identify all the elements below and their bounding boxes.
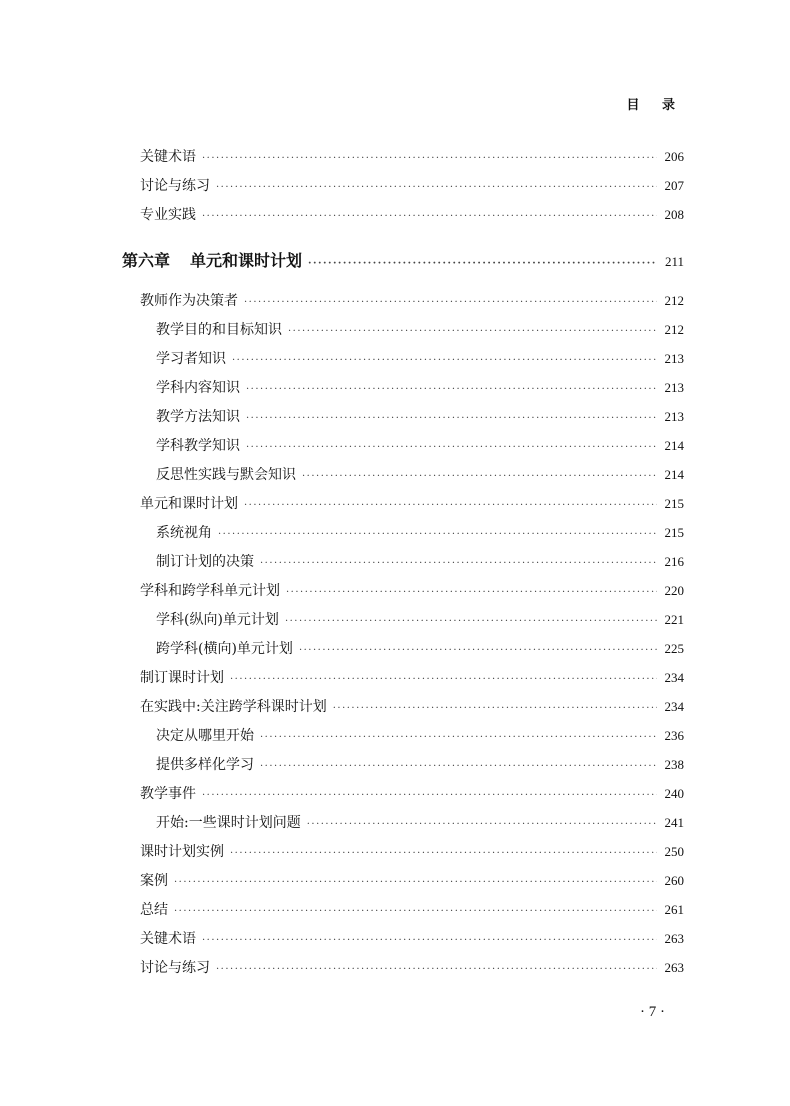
toc-entry[interactable]	[140, 696, 684, 718]
dot-leader	[333, 703, 657, 714]
dot-leader	[218, 529, 657, 540]
toc-entry-page: 213	[664, 351, 684, 366]
toc-entry-page: 215	[664, 496, 684, 511]
dot-leader	[260, 761, 657, 772]
dot-leader	[244, 500, 657, 511]
toc-entry-page: 263	[664, 931, 684, 946]
toc-entry-title: 教师作为决策者	[140, 293, 238, 309]
dot-leader	[202, 790, 657, 801]
toc-subentry[interactable]	[156, 319, 684, 341]
toc-entry-title: 讨论与练习	[140, 178, 210, 194]
toc-entry-title: 制订计划的决策	[156, 554, 254, 570]
toc-entry[interactable]	[140, 667, 684, 689]
dot-leader	[174, 906, 657, 917]
toc-entry-title: 学科教学知识	[156, 438, 240, 454]
page-number: · 7 ·	[640, 1004, 665, 1020]
chapter-number: 第六章	[122, 251, 171, 270]
toc-entry-title: 反思性实践与默会知识	[156, 467, 296, 483]
toc-entry[interactable]	[140, 928, 684, 950]
dot-leader	[246, 413, 657, 424]
toc-entry-title: 案例	[140, 873, 168, 889]
toc-entry-page: 212	[664, 293, 684, 308]
toc-subentry[interactable]	[156, 348, 684, 370]
toc-entry-page: 213	[664, 380, 684, 395]
toc-subentry[interactable]	[156, 609, 684, 631]
toc-entry-title: 教学方法知识	[156, 409, 240, 425]
toc-entry-page: 208	[664, 207, 684, 222]
toc-entry-page: 214	[664, 467, 684, 482]
toc-entry-page: 207	[664, 178, 684, 193]
toc-entry-page: 213	[664, 409, 684, 424]
toc-entry-title: 总结	[140, 902, 168, 918]
dot-leader	[174, 877, 657, 888]
toc-subentry[interactable]	[156, 725, 684, 747]
toc-entry[interactable]	[140, 580, 684, 602]
toc-entry-page: 261	[664, 902, 684, 917]
dot-leader	[230, 674, 657, 685]
dot-leader	[260, 732, 657, 743]
toc-entry-title: 系统视角	[156, 525, 212, 541]
toc-entry-title: 关键术语	[140, 149, 196, 165]
toc-subentry[interactable]	[156, 435, 684, 457]
toc-entry[interactable]	[140, 957, 684, 979]
running-header: 目 录	[626, 98, 684, 113]
toc-subentry[interactable]	[156, 522, 684, 544]
dot-leader	[230, 848, 657, 859]
toc-entry-page: 250	[664, 844, 684, 859]
dot-leader	[246, 442, 657, 453]
toc-entry[interactable]	[140, 204, 684, 226]
toc-entry-page: 214	[664, 438, 684, 453]
toc-entry-title: 学科(纵向)单元计划	[156, 612, 279, 628]
dot-leader	[244, 297, 657, 308]
dot-leader	[307, 819, 657, 830]
dot-leader	[202, 211, 657, 222]
chapter-title: 单元和课时计划	[190, 251, 303, 270]
dot-leader	[202, 153, 657, 164]
toc-entry-title: 专业实践	[140, 207, 196, 223]
toc-entry-title: 学习者知识	[156, 351, 226, 367]
toc-entry-title: 讨论与练习	[140, 960, 210, 976]
toc-entry-title: 关键术语	[140, 931, 196, 947]
toc-entry-title: 在实践中:关注跨学科课时计划	[140, 699, 327, 715]
dot-leader	[216, 182, 657, 193]
toc-subentry[interactable]	[156, 812, 684, 834]
toc-subentry[interactable]	[156, 464, 684, 486]
toc-chapter-entry[interactable]	[122, 248, 684, 270]
toc-entry-page: 238	[664, 757, 684, 772]
toc-entry-title: 学科内容知识	[156, 380, 240, 396]
toc-entry[interactable]	[140, 175, 684, 197]
toc-entry-title: 学科和跨学科单元计划	[140, 583, 280, 599]
dot-leader	[216, 964, 657, 975]
dot-leader	[308, 258, 657, 269]
toc-subentry[interactable]	[156, 754, 684, 776]
toc-entry-title: 开始:一些课时计划问题	[156, 815, 301, 831]
toc-entry[interactable]	[140, 841, 684, 863]
toc-entry-page: 220	[664, 583, 684, 598]
dot-leader	[285, 616, 657, 627]
toc-entry-page: 240	[664, 786, 684, 801]
dot-leader	[232, 355, 657, 366]
dot-leader	[202, 935, 657, 946]
toc-entry[interactable]	[140, 783, 684, 805]
toc-entry-page: 263	[664, 960, 684, 975]
dot-leader	[302, 471, 657, 482]
toc-entry-page: 234	[664, 699, 684, 714]
toc-entry-page: 212	[664, 322, 684, 337]
dot-leader	[286, 587, 657, 598]
toc-entry-title: 提供多样化学习	[156, 757, 254, 773]
toc-entry-page: 241	[664, 815, 684, 830]
dot-leader	[260, 558, 657, 569]
toc-entry[interactable]	[140, 493, 684, 515]
toc-entry-page: 215	[664, 525, 684, 540]
toc-entry-title: 教学目的和目标知识	[156, 322, 282, 338]
toc-entry-title: 单元和课时计划	[140, 496, 238, 512]
toc-entry-title: 制订课时计划	[140, 670, 224, 686]
toc-subentry[interactable]	[156, 638, 684, 660]
toc-entry-title: 课时计划实例	[140, 844, 224, 860]
toc-entry-page: 234	[664, 670, 684, 685]
toc-entry-page: 225	[664, 641, 684, 656]
toc-entry[interactable]	[140, 146, 684, 168]
toc-subentry[interactable]	[156, 377, 684, 399]
toc-entry[interactable]	[140, 870, 684, 892]
dot-leader	[246, 384, 657, 395]
toc-entry-title: 决定从哪里开始	[156, 728, 254, 744]
toc-entry-page: 216	[664, 554, 684, 569]
toc-entry-title: 跨学科(横向)单元计划	[156, 641, 293, 657]
toc-subentry[interactable]	[156, 406, 684, 428]
toc-entry-page: 260	[664, 873, 684, 888]
toc-entry-page: 211	[664, 254, 684, 269]
dot-leader	[299, 645, 657, 656]
toc-entry-page: 206	[664, 149, 684, 164]
toc-entry-title: 教学事件	[140, 786, 196, 802]
toc-entry[interactable]	[140, 290, 684, 312]
toc-entry-page: 221	[664, 612, 684, 627]
toc-entry[interactable]	[140, 899, 684, 921]
toc-entry-page: 236	[664, 728, 684, 743]
dot-leader	[288, 326, 657, 337]
toc-subentry[interactable]	[156, 551, 684, 573]
